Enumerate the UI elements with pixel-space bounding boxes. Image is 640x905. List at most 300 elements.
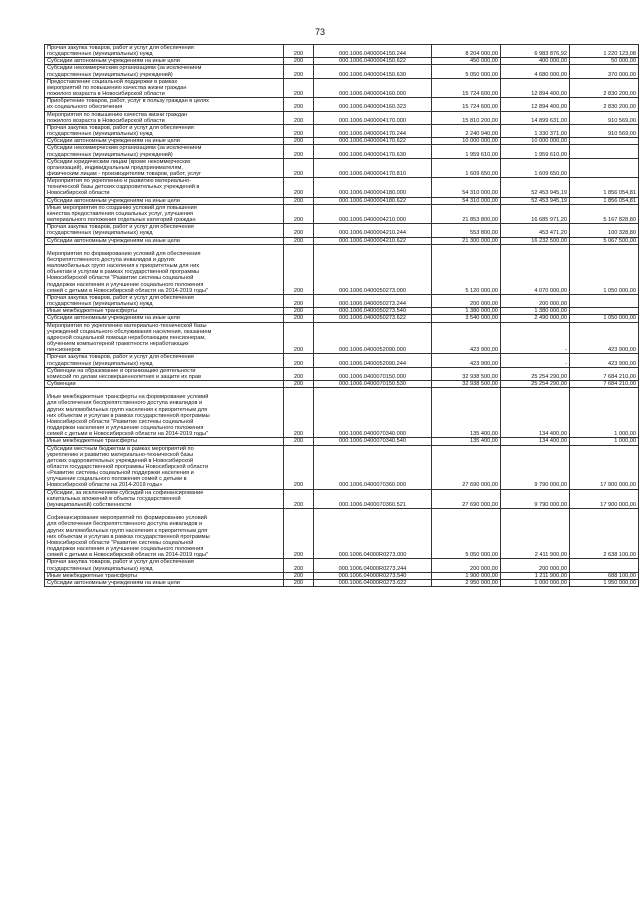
approved-amount-cell: 21 300 000,00 <box>432 237 501 244</box>
executed-amount-cell: - <box>501 354 570 367</box>
line-code-cell: 200 <box>284 559 314 572</box>
expense-name-line: пожилого возраста в Новосибирской области <box>47 117 165 124</box>
approved-amount-cell: 5 050 000,00 <box>432 509 501 559</box>
unexecuted-amount-cell: 2 830 200,00 <box>570 98 639 111</box>
approved-amount-cell: 2 950 000,00 <box>432 579 501 586</box>
expense-name-cell <box>45 559 284 572</box>
executed-amount-cell: 4 070 000,00 <box>501 244 570 294</box>
expense-name-line: комиссий по делам несовершеннолетних и защите их прав <box>47 373 201 380</box>
expense-name-line: Новосибирской области на 2014-2019 годы» <box>47 482 163 489</box>
line-code-cell: 200 <box>284 579 314 586</box>
unexecuted-amount-cell: 423 900,00 <box>570 354 639 367</box>
expense-name-cell <box>45 204 284 223</box>
unexecuted-amount-cell: 1 000,00 <box>570 388 639 438</box>
unexecuted-amount-cell: 688 100,00 <box>570 572 639 579</box>
expense-name-line: Иные межбюджетные трансферты <box>47 308 137 315</box>
unexecuted-amount-cell: 1 050 000,00 <box>570 244 639 294</box>
approved-amount-cell: 1 959 610,00 <box>432 145 501 158</box>
expense-name-line: Прочая закупка товаров, работ и услуг для обеспечения <box>47 354 194 361</box>
line-code-cell: 200 <box>284 58 314 65</box>
expense-name-line: государственных (муниципальных) нужд <box>47 565 153 572</box>
expense-name-line: Иные межбюджетные трансферты на формирование условий <box>47 394 209 401</box>
expense-name-cell <box>45 124 284 137</box>
expense-name-line: укреплению и развитию материально-технической базы <box>47 451 194 458</box>
expense-name-cell <box>45 111 284 124</box>
executed-amount-cell: 2 490 000,00 <box>501 315 570 322</box>
expense-name-line: Субсидии автономным учреждениям на иные цели <box>47 315 180 322</box>
budget-classification-code-cell: 000.1006.0400004210.244 <box>314 224 432 237</box>
executed-amount-cell: 1 609 650,00 <box>501 158 570 177</box>
unexecuted-amount-cell: 1 950 000,00 <box>570 579 639 586</box>
expense-name-line: Мероприятия по формированию условий для обеспечения <box>47 250 201 257</box>
approved-amount-cell: 135 400,00 <box>432 438 501 445</box>
table-row <box>45 138 639 145</box>
expense-name-cell <box>45 158 284 177</box>
expense-name-line: Приобретение товаров, работ, услуг в пользу граждан в целях <box>47 98 209 105</box>
expense-name-cell <box>45 489 284 508</box>
approved-amount-cell: 10 000 000,00 <box>432 138 501 145</box>
budget-execution-table <box>44 44 639 587</box>
line-code-cell: 200 <box>284 294 314 307</box>
line-code-cell: 200 <box>284 572 314 579</box>
line-code-cell: 200 <box>284 438 314 445</box>
budget-classification-code-cell: 000.1006.0400004170.630 <box>314 145 432 158</box>
expense-name-cell <box>45 388 284 438</box>
executed-amount-cell: 134 400,00 <box>501 438 570 445</box>
unexecuted-amount-cell: 1 050 000,00 <box>570 315 639 322</box>
budget-classification-code-cell: 000.1006.0400004150.630 <box>314 65 432 78</box>
line-code-cell: 200 <box>284 380 314 387</box>
approved-amount-cell: 200 000,00 <box>432 294 501 307</box>
executed-amount-cell: 134 400,00 <box>501 388 570 438</box>
budget-classification-code-cell: 000.1006.0400070360.000 <box>314 445 432 489</box>
unexecuted-amount-cell <box>570 158 639 177</box>
expense-name-line: поддержки населения и улучшение социального положения <box>47 546 204 553</box>
expense-name-line: маломобильных групп населения к приоритетным для них <box>47 263 200 270</box>
expense-name-line: Прочая закупка товаров, работ и услуг для обеспечения <box>47 559 194 566</box>
unexecuted-amount-cell: 2 638 100,00 <box>570 509 639 559</box>
table-row <box>45 158 639 177</box>
executed-amount-cell: 16 685 971,20 <box>501 204 570 223</box>
expense-name-line: Субвенции <box>47 380 76 387</box>
expense-name-line: других маломобильных групп населения к приоритетным для <box>47 406 208 413</box>
executed-amount-cell: 200 000,00 <box>501 559 570 572</box>
budget-classification-code-cell: 000.1006.04000R0273.622 <box>314 579 432 586</box>
table-row <box>45 224 639 237</box>
approved-amount-cell: 5 120 000,00 <box>432 244 501 294</box>
expense-name-line: обучением компьютерной грамотности неработающих <box>47 341 189 348</box>
approved-amount-cell: 200 000,00 <box>432 559 501 572</box>
expense-name-line: капитальных вложений в объекты государственной <box>47 495 181 502</box>
unexecuted-amount-cell: 2 830 200,00 <box>570 78 639 97</box>
approved-amount-cell: 27 690 000,00 <box>432 445 501 489</box>
table-row <box>45 178 639 197</box>
unexecuted-amount-cell: 5 067 500,00 <box>570 237 639 244</box>
expense-name-line: Субсидии автономным учреждениям на иные цели <box>47 58 180 65</box>
budget-classification-code-cell: 000.1006.0400004160.323 <box>314 98 432 111</box>
executed-amount-cell: - <box>501 322 570 354</box>
approved-amount-cell: 1 609 650,00 <box>432 158 501 177</box>
unexecuted-amount-cell: 50 000,00 <box>570 58 639 65</box>
budget-classification-code-cell: 000.1006.0400052090.000 <box>314 322 432 354</box>
table-row <box>45 244 639 294</box>
expense-name-cell <box>45 65 284 78</box>
unexecuted-amount-cell: 7 684 210,00 <box>570 367 639 380</box>
expense-name-line: поддержки населения и улучшение социального положения <box>47 425 204 432</box>
budget-classification-code-cell: 000.1006.0400050273.540 <box>314 308 432 315</box>
budget-classification-code-cell: 000.1006.0400050273.622 <box>314 315 432 322</box>
executed-amount-cell: 200 000,00 <box>501 294 570 307</box>
expense-name-line: улучшение социального положения семей с детьми в <box>47 476 187 483</box>
approved-amount-cell: 1 380 000,00 <box>432 308 501 315</box>
expense-name-cell <box>45 354 284 367</box>
executed-amount-cell: 9 790 000,00 <box>501 445 570 489</box>
line-code-cell: 200 <box>284 308 314 315</box>
executed-amount-cell: 453 471,20 <box>501 224 570 237</box>
line-code-cell: 200 <box>284 197 314 204</box>
expense-name-line: Новосибирской области "Развитие системы социальной <box>47 418 194 425</box>
expense-name-line: «Развитие системы социальной поддержки населения и <box>47 470 194 477</box>
table-row <box>45 380 639 387</box>
budget-classification-code-cell: 000.1006.0400004180.622 <box>314 197 432 204</box>
expense-name-line: технической базы детских оздоровительных учреждений в <box>47 184 200 191</box>
expense-name-line: них объектам и услугам в рамках государственной программы <box>47 412 210 419</box>
line-code-cell: 200 <box>284 237 314 244</box>
line-code-cell: 200 <box>284 367 314 380</box>
executed-amount-cell: 6 983 876,92 <box>501 45 570 58</box>
expense-name-line: Мероприятия по укреплению и развитию материально- <box>47 178 192 185</box>
expense-name-line: адресной социальной помощи неработающим пенсионерам, <box>47 334 206 341</box>
expense-name-cell <box>45 294 284 307</box>
expense-name-cell <box>45 178 284 197</box>
expense-name-cell <box>45 244 284 294</box>
expense-name-cell <box>45 224 284 237</box>
executed-amount-cell: 12 894 400,00 <box>501 78 570 97</box>
budget-classification-code-cell: 000.1006.04000R0273.244 <box>314 559 432 572</box>
expense-name-line: них объектам и услугам в рамках государственной программы <box>47 533 210 540</box>
expense-name-cell <box>45 58 284 65</box>
executed-amount-cell: 25 254 290,00 <box>501 380 570 387</box>
table-row <box>45 197 639 204</box>
expense-name-line: качества предоставления социальных услуг, улучшения <box>47 210 194 217</box>
unexecuted-amount-cell: 5 167 828,80 <box>570 204 639 223</box>
approved-amount-cell: 423 900,00 <box>432 322 501 354</box>
expense-name-cell <box>45 509 284 559</box>
expense-name-cell <box>45 572 284 579</box>
expense-name-line: детских оздоровительных учреждений в Новосибирской <box>47 457 194 464</box>
budget-classification-code-cell: 000.1006.0400070340.000 <box>314 388 432 438</box>
unexecuted-amount-cell: 100 328,80 <box>570 224 639 237</box>
executed-amount-cell: 1 330 371,00 <box>501 124 570 137</box>
expense-name-line: поддержки населения и улучшение социального положения <box>47 281 204 288</box>
table-row <box>45 489 639 508</box>
budget-classification-code-cell: 000.1006.0400070360.521 <box>314 489 432 508</box>
expense-name-line: Прочая закупка товаров, работ и услуг для обеспечения <box>47 124 194 131</box>
table-row <box>45 111 639 124</box>
expense-name-line: Иные межбюджетные трансферты <box>47 438 137 445</box>
line-code-cell: 200 <box>284 315 314 322</box>
executed-amount-cell: 52 453 945,19 <box>501 197 570 204</box>
approved-amount-cell: 15 724 600,00 <box>432 98 501 111</box>
table-row <box>45 308 639 315</box>
line-code-cell: 200 <box>284 65 314 78</box>
table-row <box>45 237 639 244</box>
approved-amount-cell: 27 690 000,00 <box>432 489 501 508</box>
approved-amount-cell: 15 724 600,00 <box>432 78 501 97</box>
table-row <box>45 124 639 137</box>
expense-name-line: Софинансирование мероприятий по формированию условий <box>47 515 207 522</box>
approved-amount-cell: 553 800,00 <box>432 224 501 237</box>
expense-name-line: Прочая закупка товаров, работ и услуг для обеспечения <box>47 224 194 231</box>
unexecuted-amount-cell: 17 900 000,00 <box>570 489 639 508</box>
table-row <box>45 58 639 65</box>
expense-name-cell <box>45 237 284 244</box>
expense-name-cell <box>45 45 284 58</box>
expense-name-cell <box>45 138 284 145</box>
budget-classification-code-cell: 000.1006.0400070150.530 <box>314 380 432 387</box>
approved-amount-cell: 21 853 800,00 <box>432 204 501 223</box>
expense-name-cell <box>45 197 284 204</box>
expense-name-line: физическим лицам - производителям товаров, работ, услуг <box>47 170 202 177</box>
line-code-cell: 200 <box>284 178 314 197</box>
approved-amount-cell: 450 000,00 <box>432 58 501 65</box>
expense-name-cell <box>45 308 284 315</box>
approved-amount-cell: 15 810 200,00 <box>432 111 501 124</box>
expense-name-line: семей с детьми в Новосибирской области на 2014-2019 годы" <box>47 552 208 559</box>
line-code-cell: 200 <box>284 145 314 158</box>
expense-name-line: беспрепятственного доступа инвалидов и других <box>47 257 175 263</box>
expense-name-line: Субсидии, за исключением субсидий на софинансирование <box>47 489 204 496</box>
expense-name-line: семей с детьми в Новосибирской области на 2014-2019 годы" <box>47 431 208 438</box>
expense-name-line: Прочая закупка товаров, работ и услуг для обеспечения <box>47 45 194 51</box>
expense-name-cell <box>45 322 284 354</box>
expense-name-line: пожилого возраста в Новосибирской области <box>47 91 165 98</box>
expense-name-cell <box>45 315 284 322</box>
unexecuted-amount-cell: 17 900 000,00 <box>570 445 639 489</box>
expense-name-line: для обеспечения беспрепятственного доступа инвалидов и <box>47 521 203 528</box>
expense-name-line: их социального обеспечения <box>47 104 123 111</box>
approved-amount-cell: 54 310 000,00 <box>432 197 501 204</box>
table-row <box>45 445 639 489</box>
expense-name-line: государственных (муниципальных) нужд <box>47 131 153 138</box>
executed-amount-cell: 1 380 000,00 <box>501 308 570 315</box>
expense-name-line: Субвенции на образование и организацию деятельности <box>47 367 196 374</box>
table-row <box>45 354 639 367</box>
expense-name-line: Иные межбюджетные трансферты <box>47 572 137 579</box>
line-code-cell: 200 <box>284 138 314 145</box>
expense-name-line: области государственной программы Новосибирской области <box>47 464 209 470</box>
expense-name-cell <box>45 367 284 380</box>
expense-name-line: Предоставление социальной поддержки в рамках <box>47 78 178 85</box>
table-row <box>45 579 639 586</box>
expense-name-cell <box>45 98 284 111</box>
approved-amount-cell: 3 540 000,00 <box>432 315 501 322</box>
expense-name-line: организаций), индивидуальным предпринимателям, <box>47 164 183 171</box>
expense-name-line: учреждений социального обслуживания населения, оказанием <box>47 328 212 335</box>
budget-classification-code-cell: 000.1006.04000R0273.540 <box>314 572 432 579</box>
approved-amount-cell: 2 240 940,00 <box>432 124 501 137</box>
expense-name-line: Субсидии автономным учреждениям на иные цели <box>47 197 180 204</box>
expense-name-line: Субсидии некоммерческим организациям (за исключением <box>47 145 202 152</box>
table-row <box>45 509 639 559</box>
approved-amount-cell: 32 938 500,00 <box>432 380 501 387</box>
budget-classification-code-cell: 000.1006.0400004150.244 <box>314 45 432 58</box>
executed-amount-cell: 25 254 290,00 <box>501 367 570 380</box>
expense-name-line: Субсидии местным бюджетам в рамках мероприятий по <box>47 445 194 452</box>
table-row <box>45 322 639 354</box>
expense-name-line: Мероприятия по повышению качества жизни граждан <box>47 111 188 118</box>
line-code-cell: 200 <box>284 204 314 223</box>
expense-name-line: Субсидии автономным учреждениям на иные цели <box>47 138 180 145</box>
budget-classification-code-cell: 000.1006.0400004180.000 <box>314 178 432 197</box>
line-code-cell: 200 <box>284 98 314 111</box>
budget-classification-code-cell: 000.1006.04000R0273.000 <box>314 509 432 559</box>
expense-name-line: объектам и услугам в рамках государственной программы <box>47 269 200 276</box>
executed-amount-cell: 9 790 000,00 <box>501 489 570 508</box>
expense-name-line: Новосибирской области <box>47 190 110 197</box>
approved-amount-cell: 423 900,00 <box>432 354 501 367</box>
expense-name-cell <box>45 438 284 445</box>
expense-name-line: (муниципальной) собственности <box>47 501 132 508</box>
expense-name-cell <box>45 380 284 387</box>
unexecuted-amount-cell <box>570 145 639 158</box>
line-code-cell: 200 <box>284 224 314 237</box>
budget-classification-code-cell: 000.1006.0400004170.622 <box>314 138 432 145</box>
expense-name-line: мероприятий по повышению качества жизни граждан <box>47 84 187 91</box>
expense-name-line: государственных (муниципальных) учреждений) <box>47 151 173 158</box>
unexecuted-amount-cell: 910 569,00 <box>570 124 639 137</box>
budget-classification-code-cell: 000.1006.0400004150.622 <box>314 58 432 65</box>
expense-name-line: Новосибирской области "Развитие системы социальной <box>47 275 194 282</box>
expense-name-line: государственных (муниципальных) учреждений) <box>47 71 173 78</box>
budget-classification-code-cell: 000.1006.0400070340.540 <box>314 438 432 445</box>
table-row <box>45 559 639 572</box>
table-body <box>45 45 639 587</box>
line-code-cell: 200 <box>284 388 314 438</box>
table-row <box>45 294 639 307</box>
expense-name-line: других маломобильных групп населения к приоритетным для <box>47 527 208 534</box>
executed-amount-cell: 52 453 945,19 <box>501 178 570 197</box>
table-row <box>45 65 639 78</box>
unexecuted-amount-cell: 1 856 054,81 <box>570 197 639 204</box>
unexecuted-amount-cell: 1 000,00 <box>570 438 639 445</box>
unexecuted-amount-cell: 1 856 054,81 <box>570 178 639 197</box>
executed-amount-cell: 16 232 500,00 <box>501 237 570 244</box>
executed-amount-cell: 1 959 610,00 <box>501 145 570 158</box>
line-code-cell: 200 <box>284 509 314 559</box>
approved-amount-cell: 32 938 500,00 <box>432 367 501 380</box>
table-row <box>45 78 639 97</box>
unexecuted-amount-cell <box>570 559 639 572</box>
unexecuted-amount-cell <box>570 138 639 145</box>
executed-amount-cell: 4 680 000,00 <box>501 65 570 78</box>
table-row <box>45 572 639 579</box>
table-row <box>45 315 639 322</box>
expense-name-cell <box>45 145 284 158</box>
expense-name-line: государственных (муниципальных) нужд <box>47 360 153 367</box>
expense-name-line: государственных (муниципальных) нужд <box>47 230 153 237</box>
executed-amount-cell: 1 000 000,00 <box>501 579 570 586</box>
budget-classification-code-cell: 000.1006.0400004160.000 <box>314 78 432 97</box>
unexecuted-amount-cell: 1 220 123,08 <box>570 45 639 58</box>
line-code-cell: 200 <box>284 489 314 508</box>
unexecuted-amount-cell <box>570 308 639 315</box>
unexecuted-amount-cell: 370 000,00 <box>570 65 639 78</box>
table-row <box>45 388 639 438</box>
line-code-cell: 200 <box>284 244 314 294</box>
line-code-cell: 200 <box>284 322 314 354</box>
line-code-cell: 200 <box>284 45 314 58</box>
expense-name-line: государственных (муниципальных) нужд <box>47 51 153 58</box>
table-row <box>45 204 639 223</box>
approved-amount-cell: 5 050 000,00 <box>432 65 501 78</box>
line-code-cell: 200 <box>284 445 314 489</box>
approved-amount-cell: 54 310 000,00 <box>432 178 501 197</box>
budget-classification-code-cell: 000.1006.0400050273.244 <box>314 294 432 307</box>
page-number: 73 <box>314 27 325 37</box>
approved-amount-cell: 135 400,00 <box>432 388 501 438</box>
line-code-cell: 200 <box>284 124 314 137</box>
unexecuted-amount-cell: 910 569,00 <box>570 111 639 124</box>
line-code-cell: 200 <box>284 354 314 367</box>
executed-amount-cell: 10 000 000,00 <box>501 138 570 145</box>
expense-name-line: Новосибирской области "Развитие системы социальной <box>47 539 194 546</box>
budget-classification-code-cell: 000.1006.0400004170.000 <box>314 111 432 124</box>
budget-classification-code-cell: 000.1006.0400004170.244 <box>314 124 432 137</box>
expense-name-line: Прочая закупка товаров, работ и услуг для обеспечения <box>47 294 194 301</box>
budget-classification-code-cell: 000.1006.0400004170.810 <box>314 158 432 177</box>
budget-classification-code-cell: 000.1006.0400052090.244 <box>314 354 432 367</box>
expense-name-line: для обеспечения беспрепятственного доступа инвалидов и <box>47 400 203 407</box>
budget-classification-code-cell: 000.1006.0400004210.000 <box>314 204 432 223</box>
budget-classification-code-cell: 000.1006.0400004210.622 <box>314 237 432 244</box>
executed-amount-cell: 14 899 631,00 <box>501 111 570 124</box>
executed-amount-cell: 12 894 400,00 <box>501 98 570 111</box>
expense-name-cell <box>45 445 284 489</box>
table-row <box>45 438 639 445</box>
expense-name-line: Субсидии некоммерческим организациям (за исключением <box>47 65 202 72</box>
table-row <box>45 98 639 111</box>
line-code-cell: 200 <box>284 78 314 97</box>
budget-classification-code-cell: 000.1006.0400050273.000 <box>314 244 432 294</box>
expense-name-cell <box>45 579 284 586</box>
executed-amount-cell: 400 000,00 <box>501 58 570 65</box>
line-code-cell: 200 <box>284 158 314 177</box>
table-row <box>45 145 639 158</box>
approved-amount-cell: 8 204 000,00 <box>432 45 501 58</box>
unexecuted-amount-cell: 7 684 210,00 <box>570 380 639 387</box>
table-row <box>45 367 639 380</box>
unexecuted-amount-cell: 423 900,00 <box>570 322 639 354</box>
expense-name-line: семей с детьми в Новосибирской области на 2014-2019 годы" <box>47 287 208 294</box>
expense-name-line: материального положения отдельных категорий граждан <box>47 217 196 224</box>
expense-name-line: Субсидии юридическим лицам (кроме некоммерческих <box>47 158 191 165</box>
table-row <box>45 45 639 58</box>
executed-amount-cell: 1 211 900,00 <box>501 572 570 579</box>
expense-name-line: государственных (муниципальных) нужд <box>47 301 153 308</box>
approved-amount-cell: 1 900 000,00 <box>432 572 501 579</box>
expense-name-cell <box>45 78 284 97</box>
expense-name-line: Мероприятия по укреплению материально-технической базы <box>47 322 207 329</box>
executed-amount-cell: 2 411 900,00 <box>501 509 570 559</box>
expense-name-line: пенсионеров <box>47 347 81 354</box>
budget-classification-code-cell: 000.1006.0400070150.000 <box>314 367 432 380</box>
expense-name-line: Иные мероприятия по созданию условий для повышения <box>47 204 197 211</box>
line-code-cell: 200 <box>284 111 314 124</box>
expense-name-line: Субсидии автономным учреждениям на иные цели <box>47 579 180 586</box>
unexecuted-amount-cell <box>570 294 639 307</box>
expense-name-line: Субсидии автономным учреждениям на иные цели <box>47 237 180 244</box>
